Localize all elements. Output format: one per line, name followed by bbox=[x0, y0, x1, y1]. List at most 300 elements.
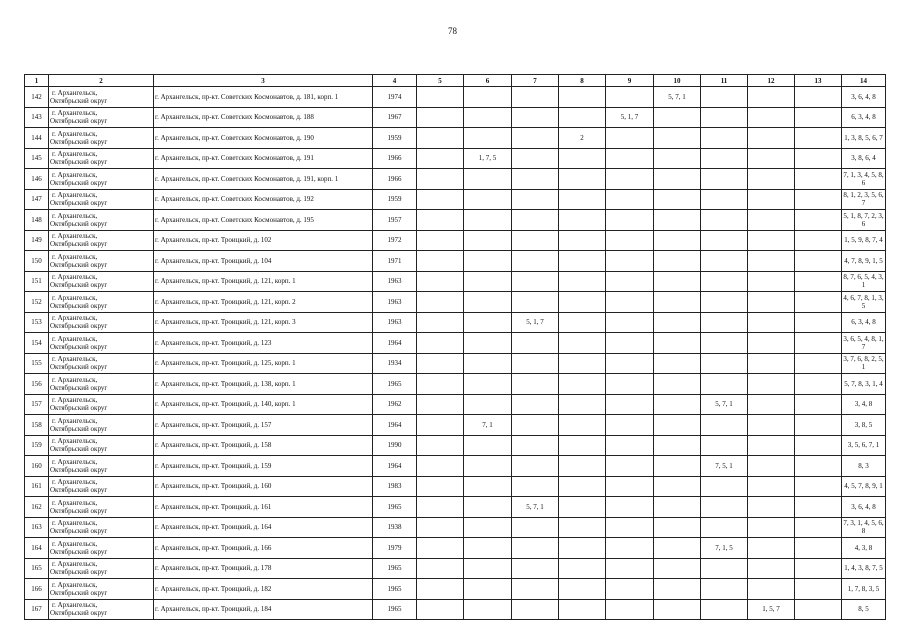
col-7-cell bbox=[512, 374, 559, 395]
col-10-cell bbox=[654, 599, 701, 620]
row-number-cell: 158 bbox=[25, 415, 49, 436]
col-13-cell bbox=[795, 128, 842, 149]
col-12-cell: 1, 5, 7 bbox=[748, 599, 795, 620]
col-5-cell bbox=[417, 579, 464, 600]
col-5-cell bbox=[417, 292, 464, 313]
col-9-cell bbox=[606, 517, 654, 538]
col-11-cell bbox=[701, 169, 748, 190]
year-cell: 1963 bbox=[373, 271, 417, 292]
col-11-cell: 7, 1, 5 bbox=[701, 538, 748, 559]
col-8-cell bbox=[559, 599, 606, 620]
col-7-cell bbox=[512, 394, 559, 415]
col-5-cell bbox=[417, 87, 464, 108]
col-10-cell bbox=[654, 394, 701, 415]
col-8-cell: 2 bbox=[559, 128, 606, 149]
year-cell: 1965 bbox=[373, 558, 417, 579]
col-14-cell: 6, 3, 4, 8 bbox=[842, 107, 886, 128]
col-9-cell bbox=[606, 394, 654, 415]
col-9-cell: 5, 1, 7 bbox=[606, 107, 654, 128]
district-okrug-text: Октябрьский округ bbox=[50, 342, 108, 351]
col-10-cell bbox=[654, 292, 701, 313]
row-number-cell: 156 bbox=[25, 374, 49, 395]
col-8-cell bbox=[559, 251, 606, 272]
col-12-cell bbox=[748, 251, 795, 272]
col-13-cell bbox=[795, 476, 842, 497]
table-row bbox=[25, 271, 886, 292]
col-9-cell bbox=[606, 497, 654, 518]
table-row bbox=[25, 456, 886, 477]
col-12-cell bbox=[748, 210, 795, 231]
col-10-cell bbox=[654, 435, 701, 456]
row-number-cell: 157 bbox=[25, 394, 49, 415]
year-cell: 1966 bbox=[373, 169, 417, 190]
district-cell bbox=[49, 353, 154, 374]
col-13-cell bbox=[795, 538, 842, 559]
row-number-cell: 153 bbox=[25, 312, 49, 333]
col-5-cell bbox=[417, 169, 464, 190]
col-10-cell bbox=[654, 558, 701, 579]
col-7-cell bbox=[512, 251, 559, 272]
col-13-cell bbox=[795, 517, 842, 538]
year-cell: 1964 bbox=[373, 456, 417, 477]
col-10-cell bbox=[654, 312, 701, 333]
col-12-cell bbox=[748, 415, 795, 436]
col-8-cell bbox=[559, 271, 606, 292]
district-okrug-text: Октябрьский округ bbox=[50, 527, 108, 536]
column-header: 3 bbox=[154, 75, 373, 87]
table-row bbox=[25, 394, 886, 415]
col-9-cell bbox=[606, 415, 654, 436]
col-6-cell bbox=[464, 599, 512, 620]
col-11-cell bbox=[701, 353, 748, 374]
district-cell bbox=[49, 189, 154, 210]
district-okrug-text: Октябрьский округ bbox=[50, 609, 108, 618]
col-6-cell bbox=[464, 374, 512, 395]
col-7-cell: 5, 7, 1 bbox=[512, 497, 559, 518]
col-10-cell bbox=[654, 415, 701, 436]
col-11-cell: 5, 7, 1 bbox=[701, 394, 748, 415]
col-8-cell bbox=[559, 415, 606, 436]
address-cell: г. Архангельск, пр-кт. Троицкий, д. 140, корп. 1 bbox=[154, 394, 373, 415]
address-cell: г. Архангельск, пр-кт. Троицкий, д. 161 bbox=[154, 497, 373, 518]
address-cell: г. Архангельск, пр-кт. Троицкий, д. 121, корп. 2 bbox=[154, 292, 373, 313]
col-14-cell: 4, 7, 8, 9, 1, 5 bbox=[842, 251, 886, 272]
table-row bbox=[25, 148, 886, 169]
district-cell bbox=[49, 148, 154, 169]
col-14-cell: 6, 3, 4, 8 bbox=[842, 312, 886, 333]
year-cell: 1965 bbox=[373, 599, 417, 620]
col-7-cell bbox=[512, 333, 559, 354]
col-13-cell bbox=[795, 292, 842, 313]
address-cell: г. Архангельск, пр-кт. Троицкий, д. 121, корп. 3 bbox=[154, 312, 373, 333]
col-11-cell bbox=[701, 230, 748, 251]
col-8-cell bbox=[559, 230, 606, 251]
col-7-cell bbox=[512, 517, 559, 538]
district-okrug-text: Октябрьский округ bbox=[50, 568, 108, 577]
address-cell: г. Архангельск, пр-кт. Троицкий, д. 184 bbox=[154, 599, 373, 620]
table-row bbox=[25, 312, 886, 333]
col-5-cell bbox=[417, 538, 464, 559]
district-okrug-text: Октябрьский округ bbox=[50, 424, 108, 433]
district-okrug-text: Октябрьский округ bbox=[50, 383, 108, 392]
col-7-cell bbox=[512, 538, 559, 559]
col-9-cell bbox=[606, 435, 654, 456]
table-row bbox=[25, 210, 886, 231]
row-number-cell: 145 bbox=[25, 148, 49, 169]
district-cell bbox=[49, 107, 154, 128]
col-7-cell bbox=[512, 558, 559, 579]
district-cell bbox=[49, 333, 154, 354]
col-6-cell bbox=[464, 394, 512, 415]
address-cell: г. Архангельск, пр-кт. Троицкий, д. 104 bbox=[154, 251, 373, 272]
district-city-text: г. Архангельск, bbox=[52, 437, 98, 446]
col-13-cell bbox=[795, 189, 842, 210]
col-9-cell bbox=[606, 292, 654, 313]
col-5-cell bbox=[417, 415, 464, 436]
col-12-cell bbox=[748, 189, 795, 210]
year-cell: 1965 bbox=[373, 579, 417, 600]
column-header: 11 bbox=[701, 75, 748, 87]
district-okrug-text: Октябрьский округ bbox=[50, 240, 108, 249]
district-city-text: г. Архангельск, bbox=[52, 396, 98, 405]
col-6-cell bbox=[464, 558, 512, 579]
district-okrug-text: Октябрьский округ bbox=[50, 158, 108, 167]
col-8-cell bbox=[559, 148, 606, 169]
col-14-cell: 1, 4, 3, 8, 7, 5 bbox=[842, 558, 886, 579]
col-13-cell bbox=[795, 599, 842, 620]
col-9-cell bbox=[606, 476, 654, 497]
col-10-cell bbox=[654, 456, 701, 477]
col-7-cell bbox=[512, 107, 559, 128]
address-cell: г. Архангельск, пр-кт. Советских Космонавтов, д. 188 bbox=[154, 107, 373, 128]
row-number-cell: 167 bbox=[25, 599, 49, 620]
col-12-cell bbox=[748, 312, 795, 333]
row-number-cell: 148 bbox=[25, 210, 49, 231]
col-6-cell bbox=[464, 87, 512, 108]
col-8-cell bbox=[559, 476, 606, 497]
col-13-cell bbox=[795, 558, 842, 579]
col-6-cell: 7, 1 bbox=[464, 415, 512, 436]
col-6-cell bbox=[464, 353, 512, 374]
district-city-text: г. Архангельск, bbox=[52, 560, 98, 569]
col-12-cell bbox=[748, 558, 795, 579]
table-row bbox=[25, 292, 886, 313]
col-14-cell: 3, 6, 4, 8 bbox=[842, 497, 886, 518]
district-cell bbox=[49, 210, 154, 231]
column-header: 8 bbox=[559, 75, 606, 87]
table-row bbox=[25, 230, 886, 251]
year-cell: 1938 bbox=[373, 517, 417, 538]
address-cell: г. Архангельск, пр-кт. Троицкий, д. 125, корп. 1 bbox=[154, 353, 373, 374]
district-cell bbox=[49, 538, 154, 559]
table-row bbox=[25, 374, 886, 395]
col-8-cell bbox=[559, 312, 606, 333]
col-13-cell bbox=[795, 374, 842, 395]
address-cell: г. Архангельск, пр-кт. Советских Космонавтов, д. 181, корп. 1 bbox=[154, 87, 373, 108]
address-cell: г. Архангельск, пр-кт. Троицкий, д. 178 bbox=[154, 558, 373, 579]
col-6-cell bbox=[464, 497, 512, 518]
district-city-text: г. Архангельск, bbox=[52, 457, 98, 466]
year-cell: 1964 bbox=[373, 415, 417, 436]
col-13-cell bbox=[795, 107, 842, 128]
address-cell: г. Архангельск, пр-кт. Советских Космонавтов, д. 192 bbox=[154, 189, 373, 210]
row-number-cell: 163 bbox=[25, 517, 49, 538]
row-number-cell: 166 bbox=[25, 579, 49, 600]
col-7-cell bbox=[512, 128, 559, 149]
row-number-cell: 150 bbox=[25, 251, 49, 272]
col-13-cell bbox=[795, 579, 842, 600]
district-city-text: г. Архангельск, bbox=[52, 273, 98, 282]
district-cell bbox=[49, 374, 154, 395]
col-12-cell bbox=[748, 435, 795, 456]
year-cell: 1965 bbox=[373, 497, 417, 518]
district-cell bbox=[49, 599, 154, 620]
col-11-cell bbox=[701, 210, 748, 231]
col-12-cell bbox=[748, 456, 795, 477]
housing-registry-table bbox=[24, 74, 886, 620]
col-11-cell bbox=[701, 312, 748, 333]
year-cell: 1965 bbox=[373, 374, 417, 395]
address-cell: г. Архангельск, пр-кт. Троицкий, д. 182 bbox=[154, 579, 373, 600]
column-header: 12 bbox=[748, 75, 795, 87]
year-cell: 1962 bbox=[373, 394, 417, 415]
district-city-text: г. Архангельск, bbox=[52, 129, 98, 138]
col-13-cell bbox=[795, 148, 842, 169]
col-12-cell bbox=[748, 353, 795, 374]
year-cell: 1957 bbox=[373, 210, 417, 231]
column-header: 9 bbox=[606, 75, 654, 87]
col-13-cell bbox=[795, 353, 842, 374]
table-row bbox=[25, 599, 886, 620]
col-9-cell bbox=[606, 169, 654, 190]
col-14-cell: 3, 7, 6, 8, 2, 5, 1 bbox=[842, 353, 886, 374]
district-city-text: г. Архангельск, bbox=[52, 88, 98, 97]
row-number-cell: 151 bbox=[25, 271, 49, 292]
row-number-cell: 159 bbox=[25, 435, 49, 456]
table-row bbox=[25, 538, 886, 559]
col-11-cell bbox=[701, 251, 748, 272]
col-13-cell bbox=[795, 251, 842, 272]
col-12-cell bbox=[748, 87, 795, 108]
district-okrug-text: Октябрьский округ bbox=[50, 260, 108, 269]
col-10-cell bbox=[654, 497, 701, 518]
col-13-cell bbox=[795, 415, 842, 436]
address-cell: г. Архангельск, пр-кт. Троицкий, д. 166 bbox=[154, 538, 373, 559]
col-8-cell bbox=[559, 210, 606, 231]
column-header: 14 bbox=[842, 75, 886, 87]
col-13-cell bbox=[795, 87, 842, 108]
district-city-text: г. Архангельск, bbox=[52, 252, 98, 261]
col-5-cell bbox=[417, 210, 464, 231]
table-body bbox=[25, 87, 886, 620]
row-number-cell: 162 bbox=[25, 497, 49, 518]
col-10-cell bbox=[654, 251, 701, 272]
col-7-cell bbox=[512, 210, 559, 231]
col-6-cell bbox=[464, 128, 512, 149]
col-6-cell bbox=[464, 456, 512, 477]
col-8-cell bbox=[559, 333, 606, 354]
district-cell bbox=[49, 456, 154, 477]
col-8-cell bbox=[559, 579, 606, 600]
district-cell bbox=[49, 128, 154, 149]
col-12-cell bbox=[748, 333, 795, 354]
col-14-cell: 1, 7, 8, 3, 5 bbox=[842, 579, 886, 600]
col-14-cell: 4, 5, 7, 8, 9, 1 bbox=[842, 476, 886, 497]
district-city-text: г. Архангельск, bbox=[52, 293, 98, 302]
address-cell: г. Архангельск, пр-кт. Советских Космонавтов, д. 195 bbox=[154, 210, 373, 231]
col-12-cell bbox=[748, 517, 795, 538]
col-8-cell bbox=[559, 538, 606, 559]
col-5-cell bbox=[417, 435, 464, 456]
col-14-cell: 1, 3, 8, 5, 6, 7 bbox=[842, 128, 886, 149]
col-9-cell bbox=[606, 374, 654, 395]
col-6-cell bbox=[464, 517, 512, 538]
district-cell bbox=[49, 497, 154, 518]
district-cell bbox=[49, 251, 154, 272]
col-11-cell bbox=[701, 128, 748, 149]
col-10-cell bbox=[654, 230, 701, 251]
col-12-cell bbox=[748, 497, 795, 518]
district-city-text: г. Архангельск, bbox=[52, 314, 98, 323]
row-number-cell: 152 bbox=[25, 292, 49, 313]
district-city-text: г. Архангельск, bbox=[52, 539, 98, 548]
col-9-cell bbox=[606, 148, 654, 169]
district-okrug-text: Октябрьский округ bbox=[50, 96, 108, 105]
col-7-cell bbox=[512, 271, 559, 292]
col-6-cell bbox=[464, 189, 512, 210]
col-8-cell bbox=[559, 435, 606, 456]
col-14-cell: 8, 7, 6, 5, 4, 3, 1 bbox=[842, 271, 886, 292]
header-row bbox=[25, 75, 886, 87]
col-7-cell bbox=[512, 87, 559, 108]
col-5-cell bbox=[417, 312, 464, 333]
col-6-cell bbox=[464, 435, 512, 456]
col-14-cell: 3, 5, 6, 7, 1 bbox=[842, 435, 886, 456]
col-7-cell bbox=[512, 415, 559, 436]
address-cell: г. Архангельск, пр-кт. Троицкий, д. 121, корп. 1 bbox=[154, 271, 373, 292]
col-7-cell bbox=[512, 292, 559, 313]
table-row bbox=[25, 435, 886, 456]
year-cell: 1963 bbox=[373, 312, 417, 333]
col-14-cell: 7, 1, 3, 4, 5, 8, 6 bbox=[842, 169, 886, 190]
row-number-cell: 155 bbox=[25, 353, 49, 374]
table-row bbox=[25, 517, 886, 538]
district-cell bbox=[49, 292, 154, 313]
col-10-cell bbox=[654, 189, 701, 210]
col-7-cell bbox=[512, 353, 559, 374]
district-okrug-text: Октябрьский округ bbox=[50, 588, 108, 597]
row-number-cell: 146 bbox=[25, 169, 49, 190]
col-7-cell: 5, 1, 7 bbox=[512, 312, 559, 333]
col-12-cell bbox=[748, 148, 795, 169]
col-9-cell bbox=[606, 538, 654, 559]
col-13-cell bbox=[795, 333, 842, 354]
col-6-cell bbox=[464, 476, 512, 497]
col-14-cell: 8, 5 bbox=[842, 599, 886, 620]
col-5-cell bbox=[417, 476, 464, 497]
col-14-cell: 3, 6, 5, 4, 8, 1, 7 bbox=[842, 333, 886, 354]
district-okrug-text: Октябрьский округ bbox=[50, 219, 108, 228]
address-cell: г. Архангельск, пр-кт. Троицкий, д. 164 bbox=[154, 517, 373, 538]
col-6-cell bbox=[464, 312, 512, 333]
col-7-cell bbox=[512, 189, 559, 210]
col-12-cell bbox=[748, 476, 795, 497]
district-okrug-text: Октябрьский округ bbox=[50, 486, 108, 495]
district-city-text: г. Архангельск, bbox=[52, 334, 98, 343]
col-14-cell: 7, 3, 1, 4, 5, 6, 8 bbox=[842, 517, 886, 538]
district-okrug-text: Октябрьский округ bbox=[50, 199, 108, 208]
col-9-cell bbox=[606, 210, 654, 231]
district-city-text: г. Архангельск, bbox=[52, 191, 98, 200]
col-6-cell bbox=[464, 107, 512, 128]
col-12-cell bbox=[748, 169, 795, 190]
table-row bbox=[25, 353, 886, 374]
col-13-cell bbox=[795, 312, 842, 333]
district-okrug-text: Октябрьский округ bbox=[50, 117, 108, 126]
col-5-cell bbox=[417, 333, 464, 354]
col-5-cell bbox=[417, 374, 464, 395]
address-cell: г. Архангельск, пр-кт. Советских Космонавтов, д. 191, корп. 1 bbox=[154, 169, 373, 190]
column-header: 7 bbox=[512, 75, 559, 87]
col-10-cell bbox=[654, 169, 701, 190]
col-12-cell bbox=[748, 107, 795, 128]
col-11-cell bbox=[701, 148, 748, 169]
district-cell bbox=[49, 435, 154, 456]
year-cell: 1974 bbox=[373, 87, 417, 108]
col-14-cell: 5, 7, 8, 3, 1, 4 bbox=[842, 374, 886, 395]
col-11-cell bbox=[701, 497, 748, 518]
col-9-cell bbox=[606, 251, 654, 272]
column-header: 10 bbox=[654, 75, 701, 87]
col-10-cell bbox=[654, 148, 701, 169]
column-header: 13 bbox=[795, 75, 842, 87]
col-5-cell bbox=[417, 517, 464, 538]
col-14-cell: 3, 4, 8 bbox=[842, 394, 886, 415]
col-10-cell bbox=[654, 107, 701, 128]
col-13-cell bbox=[795, 271, 842, 292]
col-8-cell bbox=[559, 394, 606, 415]
col-6-cell bbox=[464, 292, 512, 313]
table-row bbox=[25, 558, 886, 579]
address-cell: г. Архангельск, пр-кт. Троицкий, д. 138, корп. 1 bbox=[154, 374, 373, 395]
col-14-cell: 3, 6, 4, 8 bbox=[842, 87, 886, 108]
col-8-cell bbox=[559, 497, 606, 518]
col-11-cell bbox=[701, 374, 748, 395]
table-header bbox=[25, 75, 886, 87]
col-10-cell bbox=[654, 579, 701, 600]
year-cell: 1934 bbox=[373, 353, 417, 374]
year-cell: 1966 bbox=[373, 148, 417, 169]
col-11-cell bbox=[701, 415, 748, 436]
col-7-cell bbox=[512, 435, 559, 456]
district-cell bbox=[49, 579, 154, 600]
col-6-cell bbox=[464, 271, 512, 292]
table-row bbox=[25, 415, 886, 436]
district-okrug-text: Октябрьский округ bbox=[50, 465, 108, 474]
col-14-cell: 5, 1, 8, 7, 2, 3, 6 bbox=[842, 210, 886, 231]
page-number: 78 bbox=[448, 26, 457, 36]
row-number-cell: 154 bbox=[25, 333, 49, 354]
district-okrug-text: Октябрьский округ bbox=[50, 301, 108, 310]
district-city-text: г. Архангельск, bbox=[52, 211, 98, 220]
col-9-cell bbox=[606, 353, 654, 374]
address-cell: г. Архангельск, пр-кт. Советских Космонавтов, д. 191 bbox=[154, 148, 373, 169]
col-10-cell bbox=[654, 210, 701, 231]
col-11-cell bbox=[701, 189, 748, 210]
col-13-cell bbox=[795, 456, 842, 477]
year-cell: 1964 bbox=[373, 333, 417, 354]
table-row bbox=[25, 579, 886, 600]
